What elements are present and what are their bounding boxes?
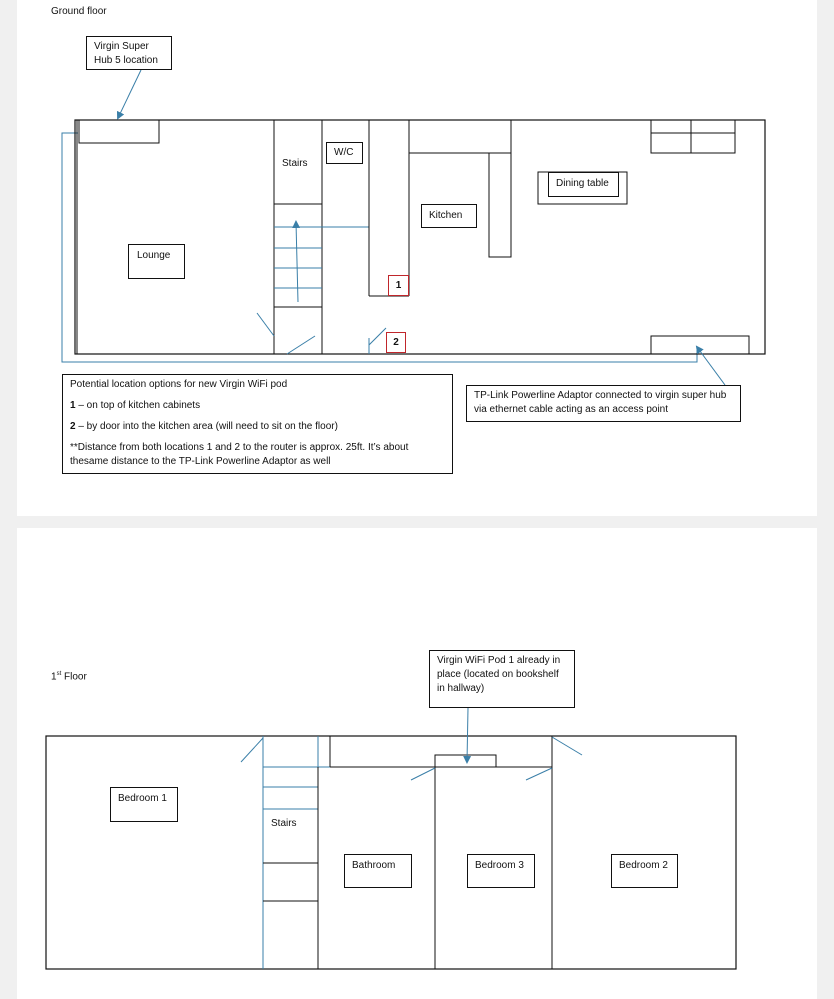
bedroom2-label: Bedroom 2 [611, 854, 678, 888]
first-floor-page [17, 528, 817, 999]
first-floor-title: 1st Floor [51, 671, 87, 683]
hub-shelf [79, 120, 159, 143]
stairs-outline [274, 120, 322, 354]
hub-location-callout: Virgin Super Hub 5 location [86, 36, 172, 70]
first-floor-plan [17, 528, 817, 999]
location-marker-2: 2 [386, 332, 406, 353]
stairs-label: Stairs [282, 158, 308, 169]
adaptor-callout-arrow [697, 347, 725, 385]
dining-table-label: Dining table [548, 172, 619, 197]
bathroom-label: Bathroom [344, 854, 412, 888]
ground-outer-wall [75, 120, 765, 354]
location-options-note [62, 374, 453, 474]
kitchen-counter [489, 153, 511, 257]
stairs-label-first: Stairs [271, 818, 297, 829]
option-1: 1 – on top of kitchen cabinets [70, 400, 201, 411]
options-heading: Potential location options for new Virgin WiFi pod [70, 379, 288, 390]
stairs-arrow [296, 222, 298, 302]
pod-callout: Virgin WiFi Pod 1 already in place (located on bookshelf in hallway) [429, 650, 575, 708]
option-2: 2 – by door into the kitchen area (will need to sit on the floor) [70, 421, 338, 432]
bookshelf [435, 755, 496, 767]
hub-callout-arrow [118, 70, 141, 118]
first-outer-wall [46, 736, 736, 969]
kitchen-label: Kitchen [421, 204, 477, 228]
ground-floor-page [17, 0, 817, 516]
pod-callout-arrow [467, 708, 468, 762]
bedroom3-label: Bedroom 3 [467, 854, 535, 888]
location-marker-1: 1 [388, 275, 409, 296]
ground-floor-title: Ground floor [51, 6, 107, 17]
adaptor-callout: TP-Link Powerline Adaptor connected to virgin super hub via ethernet cable acting as an access point [466, 385, 741, 422]
wc-label: W/C [326, 142, 363, 164]
bedroom1-label: Bedroom 1 [110, 787, 178, 822]
lounge-label: Lounge [128, 244, 185, 279]
window-shelf [651, 120, 735, 153]
distance-note: **Distance from both locations 1 and 2 to the router is approx. 25ft. It’s about thesame distance to the TP-Link Powerline Adaptor as well [70, 442, 409, 467]
